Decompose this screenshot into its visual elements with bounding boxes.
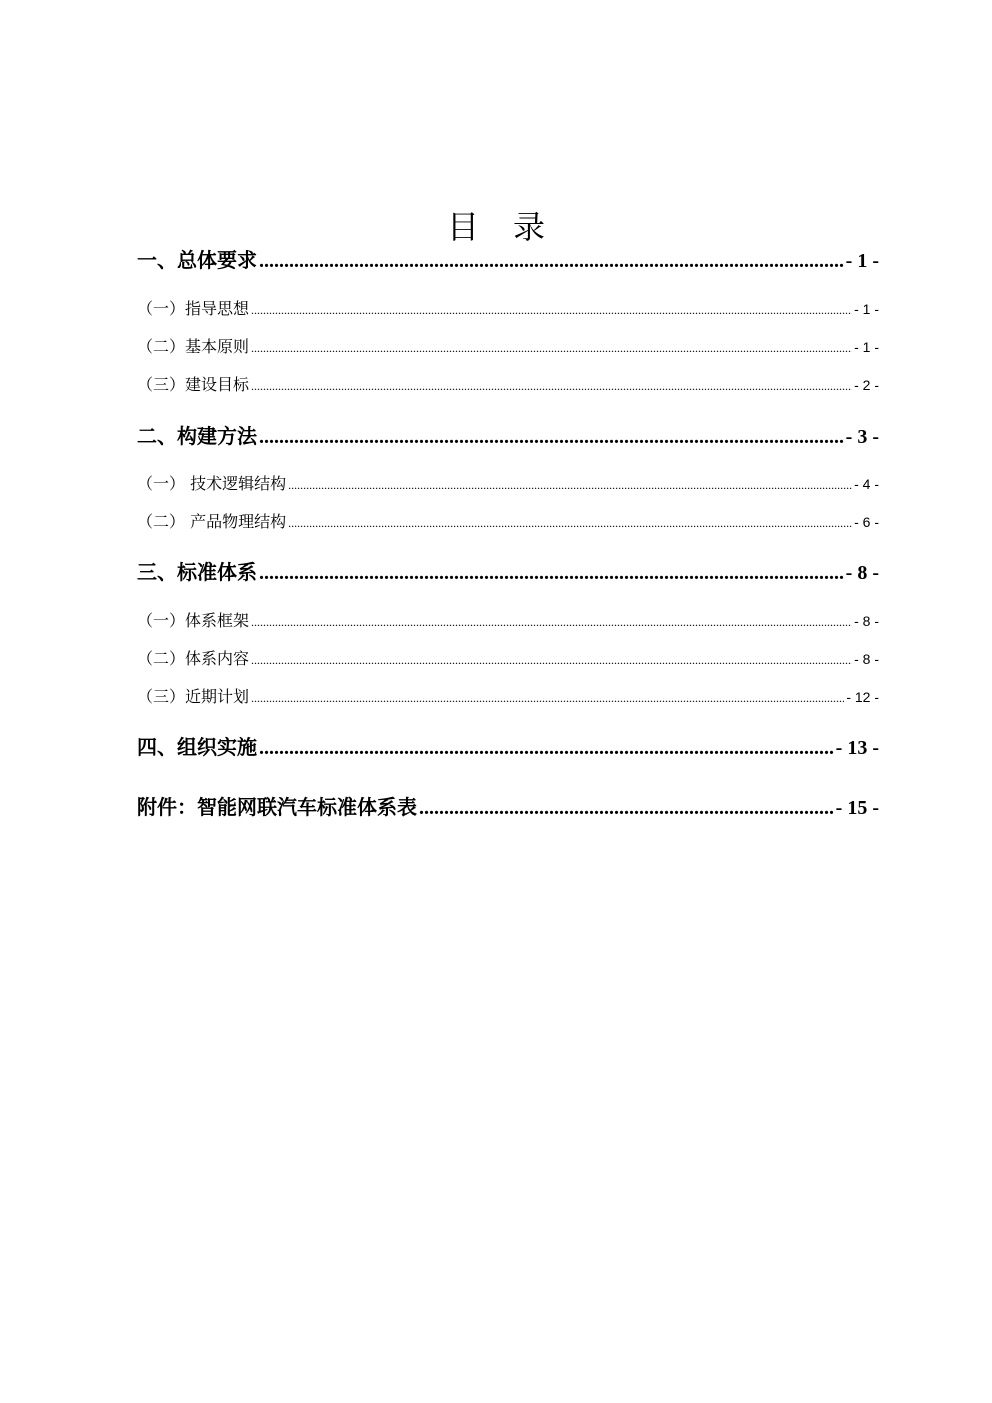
toc-dot-leader bbox=[419, 797, 834, 820]
toc-entry-page: - 1 - bbox=[854, 301, 879, 317]
toc-dot-leader bbox=[251, 341, 852, 356]
toc-dot-leader bbox=[288, 478, 852, 493]
toc-dot-leader bbox=[259, 250, 844, 273]
toc-entry-page: - 2 - bbox=[854, 377, 879, 393]
toc-entry-3-3[interactable] bbox=[137, 684, 879, 708]
toc-entry-2-1[interactable] bbox=[137, 471, 879, 495]
toc-entry-label: 附件：智能网联汽车标准体系表 bbox=[137, 795, 417, 819]
toc-entry-page: - 12 - bbox=[846, 689, 879, 705]
toc-dot-leader bbox=[288, 516, 852, 531]
toc-entry-page: - 15 - bbox=[835, 797, 879, 819]
toc-entry-page: - 3 - bbox=[845, 426, 879, 448]
toc-entry-label: （二）基本原则 bbox=[137, 337, 250, 356]
toc-entry-appendix[interactable] bbox=[137, 791, 879, 821]
toc-entry-page: - 1 - bbox=[845, 250, 879, 272]
toc-entry-1-1[interactable] bbox=[137, 296, 879, 320]
toc-entry-label: （一）体系框架 bbox=[137, 611, 250, 630]
toc-entry-label: （一）指导思想 bbox=[137, 299, 250, 318]
toc-dot-leader bbox=[251, 691, 844, 706]
toc-dot-leader bbox=[259, 737, 834, 760]
title-char-1: 目 bbox=[446, 208, 479, 247]
toc-entry-3-1[interactable] bbox=[137, 608, 879, 632]
toc-entry-page: - 8 - bbox=[854, 651, 879, 667]
toc-entry-page: - 8 - bbox=[854, 613, 879, 629]
toc-dot-leader bbox=[259, 426, 844, 449]
toc-entry-3[interactable] bbox=[137, 556, 879, 586]
toc-entry-page: - 6 - bbox=[854, 514, 879, 530]
toc-entry-label: （三）建设目标 bbox=[137, 375, 250, 394]
toc-entry-2-2[interactable] bbox=[137, 509, 879, 533]
toc-entry-1-2[interactable] bbox=[137, 334, 879, 358]
toc-entry-1-3[interactable] bbox=[137, 372, 879, 396]
toc-dot-leader bbox=[251, 653, 852, 668]
toc-entry-label: 四、组织实施 bbox=[137, 735, 257, 759]
toc-entry-label: 二、构建方法 bbox=[137, 424, 257, 448]
toc-dot-leader bbox=[251, 303, 852, 318]
page-title bbox=[0, 205, 992, 249]
toc-dot-leader bbox=[259, 562, 844, 585]
toc-entry-page: - 13 - bbox=[835, 737, 879, 759]
toc-entry-label: 三、标准体系 bbox=[137, 560, 257, 584]
toc-dot-leader bbox=[251, 615, 852, 630]
toc-entry-page: - 1 - bbox=[854, 339, 879, 355]
title-char-2: 录 bbox=[513, 208, 546, 247]
toc-entry-4[interactable] bbox=[137, 731, 879, 761]
toc-entry-label: （二）体系内容 bbox=[137, 649, 250, 668]
toc-entry-1[interactable] bbox=[137, 244, 879, 274]
toc-entry-2[interactable] bbox=[137, 420, 879, 450]
toc-entry-page: - 4 - bbox=[854, 476, 879, 492]
toc-entry-label: （二） 产品物理结构 bbox=[137, 512, 287, 531]
toc-entry-page: - 8 - bbox=[845, 562, 879, 584]
toc-entry-label: （三）近期计划 bbox=[137, 687, 250, 706]
toc-dot-leader bbox=[251, 379, 852, 394]
toc-entry-label: 一、总体要求 bbox=[137, 248, 257, 272]
toc-entry-3-2[interactable] bbox=[137, 646, 879, 670]
toc-entry-label: （一） 技术逻辑结构 bbox=[137, 474, 287, 493]
